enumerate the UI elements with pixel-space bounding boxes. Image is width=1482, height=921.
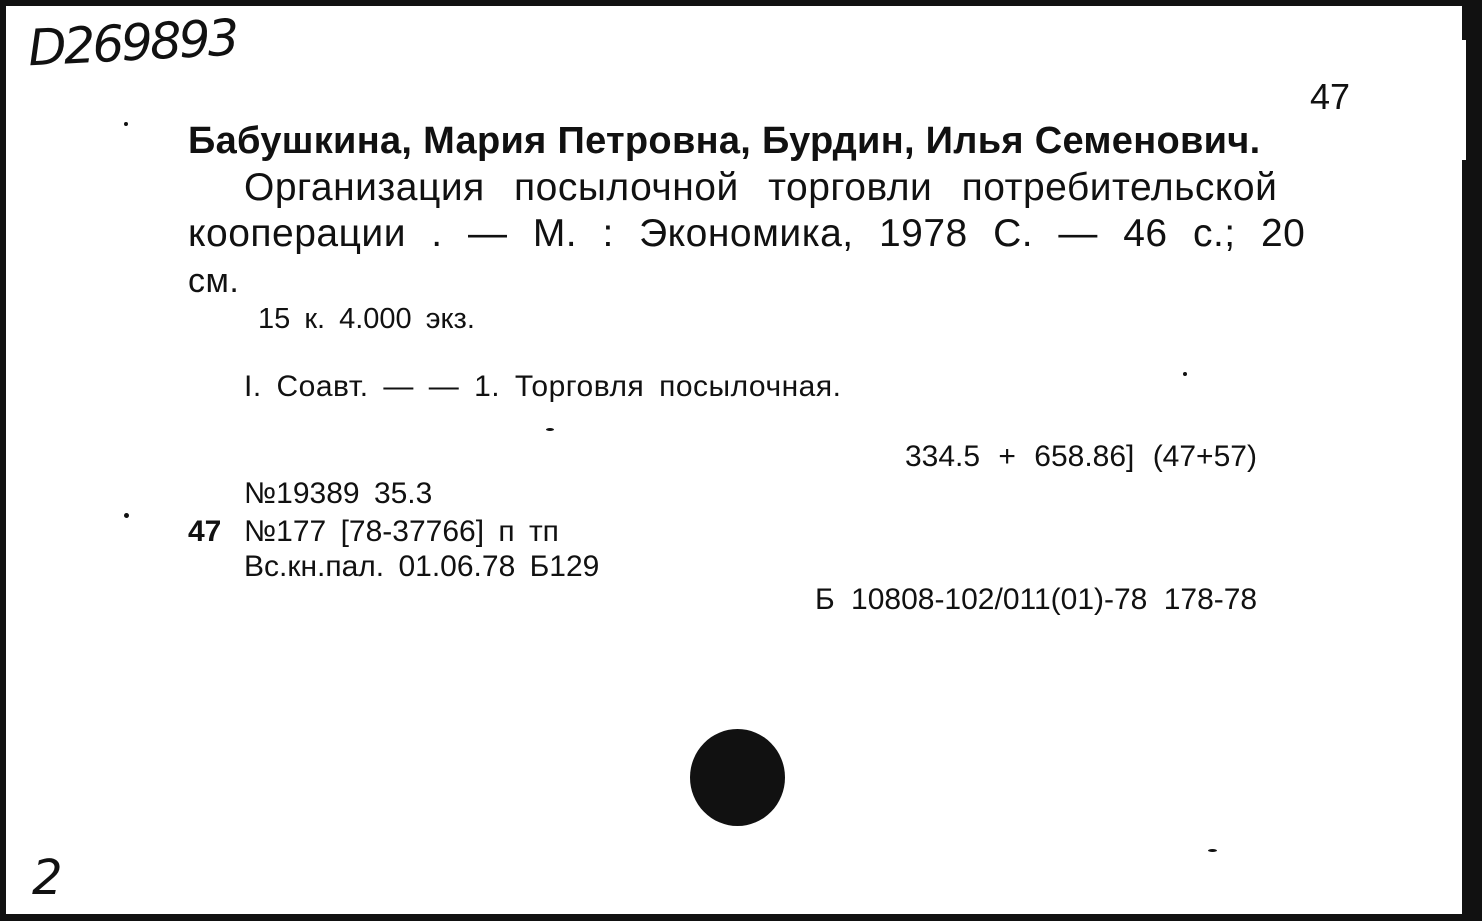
title-line-3: см. [188,262,240,300]
price-and-print-run: 15 к. 4.000 экз. [258,303,475,335]
speck [124,122,128,126]
tracings: I. Соавт. — — 1. Торговля посылочная. [244,370,842,403]
classification-index: 334.5 + 658.86] (47+57) [905,440,1257,473]
scan-border-left [0,0,6,921]
authors-heading: Бабушкина, Мария Петровна, Бурдин, Илья Семенович. [188,120,1261,162]
record-number-1: №19389 35.3 [244,477,433,510]
scan-border-bottom [0,914,1482,921]
speck [1183,372,1187,376]
book-chamber-code: Вс.кн.пал. 01.06.78 Б129 [244,550,600,583]
speck [1208,849,1217,852]
speck [546,428,554,431]
scan-border-top [0,0,1482,6]
handwritten-note: 2 [32,850,63,906]
scan-border-notch [1452,40,1466,160]
title-line-1: Организация посылочной торговли потребительской [244,166,1278,209]
speck [124,513,129,518]
title-line-2: кооперации . — М. : Экономика, 1978 С. — 46 с.; 20 [188,212,1306,255]
side-number: 47 [188,515,222,548]
punch-hole [690,729,785,826]
publisher-code: Б 10808-102/011(01)-78 178-78 [815,583,1258,616]
page-number: 47 [1310,76,1351,117]
record-number-2: №177 [78-37766] п тп [244,515,559,548]
handwritten-shelf-mark: D269893 [26,8,238,78]
